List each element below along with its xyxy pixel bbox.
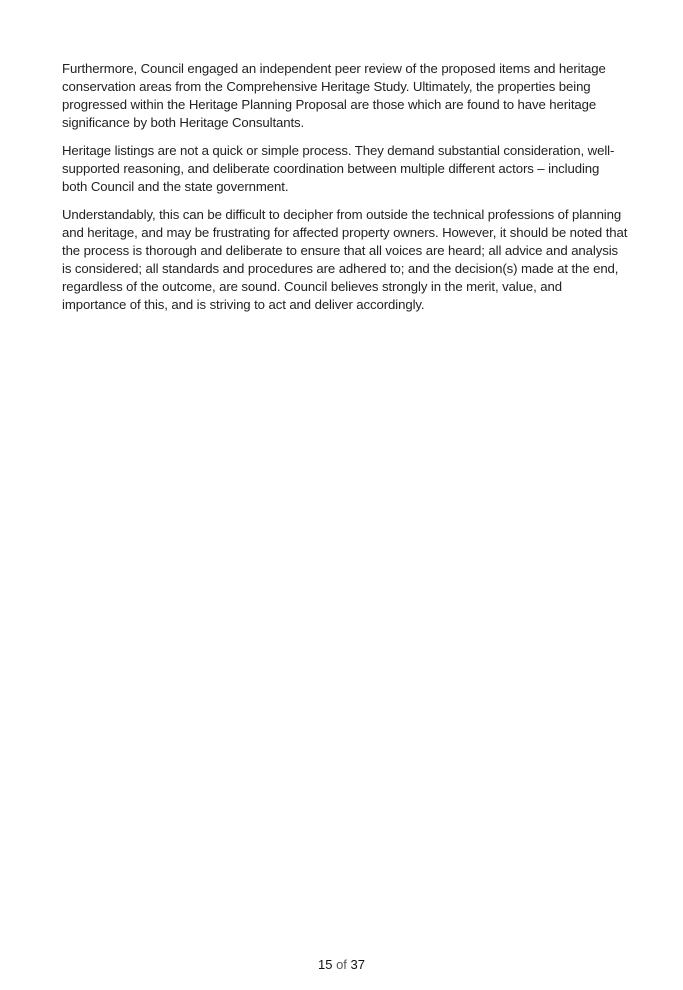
page-current: 15: [317, 957, 333, 972]
page-number: [0, 956, 683, 974]
paragraph-peer-review: Furthermore, Council engaged an independent peer review of the proposed items and heritage conservation areas from the Comprehensive Heritage Study. Ultimately, the properties being progressed within the Heritage Planning Proposal are those which are found to have heritage significance by both Heritage Consultants.: [62, 61, 606, 130]
page-of-label: of: [336, 957, 347, 972]
paragraph-process: Understandably, this can be difficult to decipher from outside the technical professions of planning and heritage, and may be frustrating for affected property owners. However, it should be noted that the process is thorough and deliberate to ensure that all voices are heard; all advice and analysis is considered; all standards and procedures are adhered to; and the decision(s) made at the end, regardless of the outcome, are sound. Council believes strongly in the merit, value, and importance of this, and is striving to act and deliver accordingly.: [62, 207, 628, 312]
paragraph-heritage-listings: Heritage listings are not a quick or simple process. They demand substantial consideration, well-supported reasoning, and deliberate coordination between multiple different actors – including both Council and the state government.: [62, 143, 615, 194]
document-body: [62, 60, 628, 324]
page-total: 37: [350, 957, 366, 972]
